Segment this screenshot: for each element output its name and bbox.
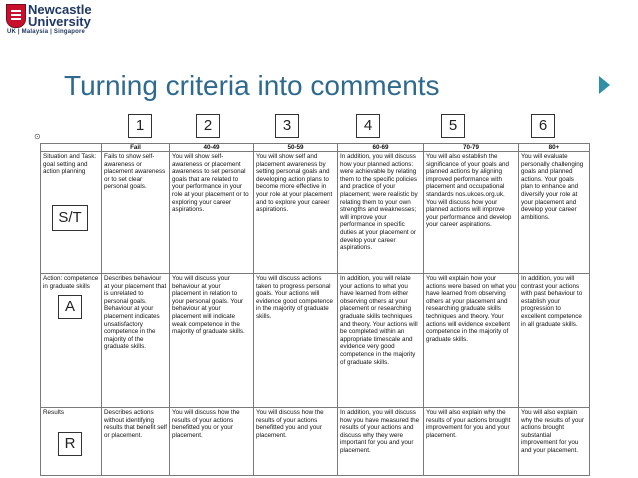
row-label: Results <box>41 408 102 476</box>
criteria-table <box>40 143 590 476</box>
triangle-bullet-icon <box>599 76 610 94</box>
table-row <box>41 274 590 408</box>
table-cell: You will also explain why the results of your actions brought improvement for you and your placement. <box>424 408 519 476</box>
logo-line-1: Newcastle <box>28 2 92 17</box>
header-cell: 40-49 <box>170 144 254 152</box>
header-cell: 80+ <box>519 144 590 152</box>
column-number-2: 2 <box>196 114 220 138</box>
table-cell: You will evaluate personally challenging goals and planned actions. Your goals plan to enhance and diversify your role at your placement and develop your career ambitions. <box>519 152 590 274</box>
table-cell: You will discuss how the results of your actions benefitted you and your placement. <box>254 408 338 476</box>
header-cell: 60-69 <box>338 144 424 152</box>
header-cell <box>41 144 102 152</box>
table-cell: You will show self-awareness or placement awareness to set personal goals that are related to your performance in your role at your placement or to exploring your career aspirations. <box>170 152 254 274</box>
table-cell: You will discuss your behaviour at your placement in relation to your personal goals. Your behaviour at your placement will indicate weak competence in the majority of graduate skills. <box>170 274 254 408</box>
column-number-1: 1 <box>128 114 152 138</box>
university-logo <box>6 2 126 38</box>
header-cell: 50-59 <box>254 144 338 152</box>
table-cell: Describes actions without identifying results that benefit self or placement. <box>102 408 170 476</box>
table-cell: In addition, you will contrast your actions with past behaviour to establish your progression to excellent competence in all graduate skills. <box>519 274 590 408</box>
table-cell: You will explain how your actions were based on what you have learned from observing others at your placement and researching graduate skills techniques and theory. Your actions will evidence excellent competence in the majority of graduate skills. <box>424 274 519 408</box>
row-letter-st: S/T <box>52 205 88 231</box>
table-cell: In addition, you will relate your actions to what you have learned from either observing others at your placement or researching graduate skills techniques and theory. Your actions will be completed within an appropriate timescale and evidence very good competence in the majority of graduate skills. <box>338 274 424 408</box>
table-cell: In addition, you will discuss how your planned actions: were achievable by relating them to the specific policies and practice of your placement; were realistic by relating them to your own strengths and weaknesses; will improve your performance in specific duties at your placement or develop your career aspirations. <box>338 152 424 274</box>
column-number-6: 6 <box>531 114 555 138</box>
table-row <box>41 152 590 274</box>
table-cell: You will discuss how the results of your actions benefitted you or your placement. <box>170 408 254 476</box>
paperclip-icon: ⊙ <box>34 132 41 141</box>
table-cell: In addition, you will discuss how you have measured the results of your actions and discuss why they were important for you and your placement. <box>338 408 424 476</box>
table-cell: You will show self and placement awareness by setting personal goals and developing action plans to become more effective in your role at your placement and to explore your career aspirations. <box>254 152 338 274</box>
column-number-4: 4 <box>356 114 380 138</box>
slide-title: Turning criteria into comments <box>64 70 440 101</box>
column-number-5: 5 <box>441 114 465 138</box>
table-cell: Describes behaviour at your placement that is unrelated to personal goals. Behaviour at your placement indicates unsatisfactory competence in the majority of the graduate skills. <box>102 274 170 408</box>
table-header-row <box>41 144 590 152</box>
crest-icon <box>6 4 26 28</box>
row-label: Situation and Task: goal setting and action planning <box>41 152 102 274</box>
logo-tagline: UK | Malaysia | Singapore <box>7 29 86 35</box>
table-cell: You will also explain why the results of your actions brought substantial improvement for you and your placement. <box>519 408 590 476</box>
logo-line-2: University <box>28 14 91 29</box>
table-cell: You will discuss actions taken to progress personal goals. Your actions will evidence good competence in the majority of graduate skills. <box>254 274 338 408</box>
table-row <box>41 408 590 476</box>
row-label: Action: competence in graduate skills <box>41 274 102 408</box>
table-cell: Fails to show self-awareness or placement awareness or to set clear personal goals. <box>102 152 170 274</box>
header-cell: 70-79 <box>424 144 519 152</box>
header-cell: Fail <box>102 144 170 152</box>
column-number-3: 3 <box>275 114 299 138</box>
row-letter-a: A <box>58 295 82 319</box>
table-cell: You will also establish the significance of your goals and planned actions by aligning improved performance with placement and occupational standards nos.ukces.org.uk. You will discuss how your planned actions will improve your performance and develop your career aspirations. <box>424 152 519 274</box>
row-letter-r: R <box>58 432 82 456</box>
